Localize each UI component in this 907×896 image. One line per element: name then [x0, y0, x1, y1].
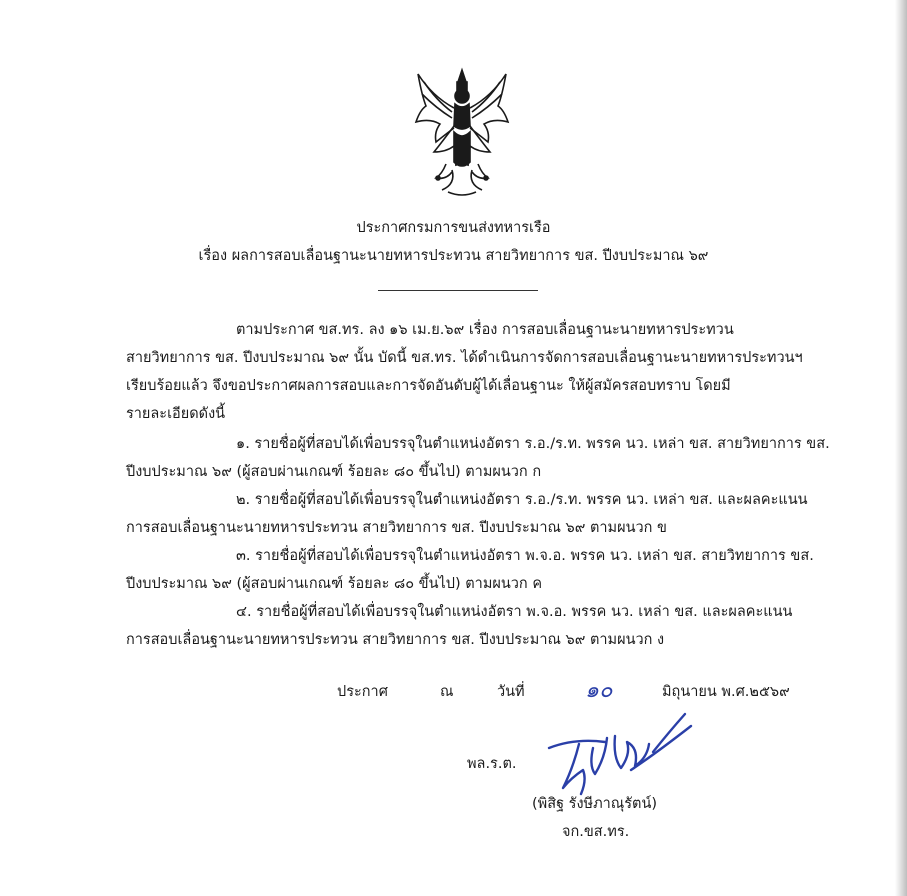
garuda-emblem: [412, 66, 512, 198]
announcement-title: ประกาศกรมการขนส่งทหารเรือ: [356, 220, 551, 236]
intro-line-4: รายละเอียดดังนี้: [126, 406, 226, 422]
item-2-line-2: การสอบเลื่อนฐานะนายทหารประทวน สายวิทยาการ ขส. ปีงบประมาณ ๖๙ ตามผนวก ข: [126, 520, 667, 536]
intro-line-1: ตามประกาศ ขส.ทร. ลง ๑๖ เม.ย.๖๙ เรื่อง การสอบเลื่อนฐานะนายทหารประทวน: [236, 322, 734, 338]
title-underline: [378, 290, 538, 291]
item-3-line-1: ๓. รายชื่อผู้ที่สอบได้เพื่อบรรจุในตำแหน่งอัตรา พ.จ.อ. พรรค นว. เหล่า ขส. สายวิทยาการ ขส.: [236, 548, 814, 564]
signer-position: จก.ขส.ทร.: [562, 824, 630, 840]
handwritten-day: ๑๐: [585, 678, 613, 703]
item-1-line-2: ปีงบประมาณ ๖๙ (ผู้สอบผ่านเกณฑ์ ร้อยละ ๘๐ ขึ้นไป) ตามผนวก ก: [126, 464, 542, 480]
signer-name: (พิสิฐ รังษีภาณุรัตน์): [532, 796, 658, 812]
dateline-announced: ประกาศ: [337, 684, 388, 700]
intro-line-2: สายวิทยาการ ขส. ปีงบประมาณ ๖๙ นั้น บัดนี้ ขส.ทร. ได้ดำเนินการจัดการสอบเลื่อนฐานะนายทหารประทวนฯ: [126, 350, 803, 366]
dateline-at: ณ: [440, 684, 454, 700]
dateline-month-year: มิถุนายน พ.ศ.๒๕๖๙: [662, 684, 790, 700]
dateline-day-label: วันที่: [497, 684, 525, 700]
handwritten-signature: [535, 708, 695, 798]
intro-line-3: เรียบร้อยแล้ว จึงขอประกาศผลการสอบและการจัดอันดับผู้ได้เลื่อนฐานะ ให้ผู้สมัครสอบทราบ โดยมี: [126, 378, 731, 394]
item-1-line-1: ๑. รายชื่อผู้ที่สอบได้เพื่อบรรจุในตำแหน่งอัตรา ร.อ./ร.ท. พรรค นว. เหล่า ขส. สายวิทยาการ ขส.: [236, 436, 830, 452]
item-4-line-1: ๔. รายชื่อผู้ที่สอบได้เพื่อบรรจุในตำแหน่งอัตรา พ.จ.อ. พรรค นว. เหล่า ขส. และผลคะแนน: [236, 604, 793, 620]
item-2-line-1: ๒. รายชื่อผู้ที่สอบได้เพื่อบรรจุในตำแหน่งอัตรา ร.อ./ร.ท. พรรค นว. เหล่า ขส. และผลคะแนน: [236, 492, 808, 508]
item-4-line-2: การสอบเลื่อนฐานะนายทหารประทวน สายวิทยาการ ขส. ปีงบประมาณ ๖๙ ตามผนวก ง: [126, 632, 665, 648]
item-3-line-2: ปีงบประมาณ ๖๙ (ผู้สอบผ่านเกณฑ์ ร้อยละ ๘๐ ขึ้นไป) ตามผนวก ค: [126, 576, 543, 592]
signer-rank: พล.ร.ต.: [467, 756, 517, 772]
announcement-subject: เรื่อง ผลการสอบเลื่อนฐานะนายทหารประทวน สายวิทยาการ ขส. ปีงบประมาณ ๖๙: [198, 248, 709, 264]
page-edge-shadow: [895, 0, 907, 896]
